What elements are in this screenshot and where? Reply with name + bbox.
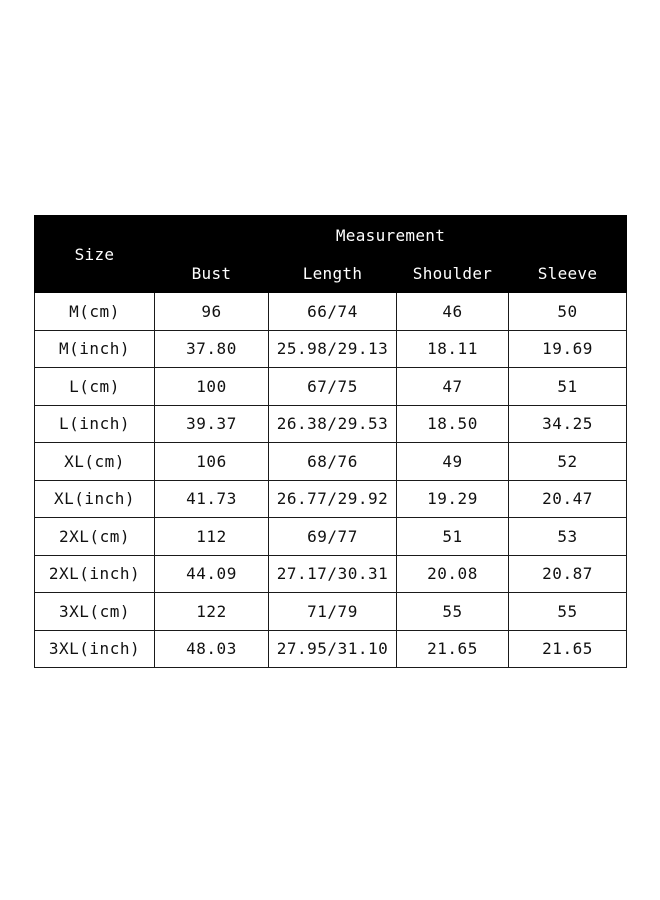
bust-cell: 96	[155, 293, 269, 331]
bust-cell: 44.09	[155, 555, 269, 593]
size-cell: M(inch)	[35, 330, 155, 368]
sleeve-cell: 20.47	[509, 480, 627, 518]
length-cell: 26.77/29.92	[269, 480, 397, 518]
bust-cell: 100	[155, 368, 269, 406]
size-cell: XL(cm)	[35, 443, 155, 481]
size-cell: XL(inch)	[35, 480, 155, 518]
shoulder-cell: 21.65	[397, 630, 509, 668]
sleeve-cell: 55	[509, 593, 627, 631]
length-cell: 66/74	[269, 293, 397, 331]
size-cell: L(inch)	[35, 405, 155, 443]
length-cell: 71/79	[269, 593, 397, 631]
bust-cell: 39.37	[155, 405, 269, 443]
table-row	[35, 593, 627, 631]
shoulder-cell: 19.29	[397, 480, 509, 518]
shoulder-cell: 18.50	[397, 405, 509, 443]
bust-cell: 37.80	[155, 330, 269, 368]
sleeve-column-header: Sleeve	[509, 255, 627, 293]
table-row	[35, 630, 627, 668]
shoulder-cell: 49	[397, 443, 509, 481]
size-cell: 2XL(cm)	[35, 518, 155, 556]
length-cell: 67/75	[269, 368, 397, 406]
bust-cell: 106	[155, 443, 269, 481]
sleeve-cell: 52	[509, 443, 627, 481]
table-row	[35, 405, 627, 443]
length-cell: 27.95/31.10	[269, 630, 397, 668]
shoulder-cell: 20.08	[397, 555, 509, 593]
sleeve-cell: 20.87	[509, 555, 627, 593]
bust-cell: 41.73	[155, 480, 269, 518]
shoulder-cell: 55	[397, 593, 509, 631]
size-chart-table	[34, 215, 627, 668]
shoulder-cell: 51	[397, 518, 509, 556]
shoulder-cell: 47	[397, 368, 509, 406]
length-cell: 26.38/29.53	[269, 405, 397, 443]
bust-cell: 112	[155, 518, 269, 556]
length-cell: 69/77	[269, 518, 397, 556]
table-header	[35, 216, 627, 293]
sleeve-cell: 51	[509, 368, 627, 406]
sleeve-cell: 21.65	[509, 630, 627, 668]
bust-cell: 122	[155, 593, 269, 631]
size-cell: 3XL(cm)	[35, 593, 155, 631]
bust-cell: 48.03	[155, 630, 269, 668]
size-cell: L(cm)	[35, 368, 155, 406]
shoulder-cell: 46	[397, 293, 509, 331]
table-body	[35, 293, 627, 668]
size-cell: 2XL(inch)	[35, 555, 155, 593]
table-row	[35, 555, 627, 593]
table-row	[35, 293, 627, 331]
shoulder-cell: 18.11	[397, 330, 509, 368]
size-cell: M(cm)	[35, 293, 155, 331]
table-row	[35, 368, 627, 406]
sleeve-cell: 53	[509, 518, 627, 556]
header-row-group	[35, 216, 627, 255]
sleeve-cell: 50	[509, 293, 627, 331]
size-column-header: Size	[35, 216, 155, 293]
table-row	[35, 518, 627, 556]
sleeve-cell: 34.25	[509, 405, 627, 443]
table-row	[35, 480, 627, 518]
table-row	[35, 330, 627, 368]
measurement-group-header: Measurement	[155, 216, 627, 255]
size-cell: 3XL(inch)	[35, 630, 155, 668]
sleeve-cell: 19.69	[509, 330, 627, 368]
length-cell: 27.17/30.31	[269, 555, 397, 593]
length-cell: 25.98/29.13	[269, 330, 397, 368]
bust-column-header: Bust	[155, 255, 269, 293]
length-column-header: Length	[269, 255, 397, 293]
shoulder-column-header: Shoulder	[397, 255, 509, 293]
length-cell: 68/76	[269, 443, 397, 481]
table-row	[35, 443, 627, 481]
